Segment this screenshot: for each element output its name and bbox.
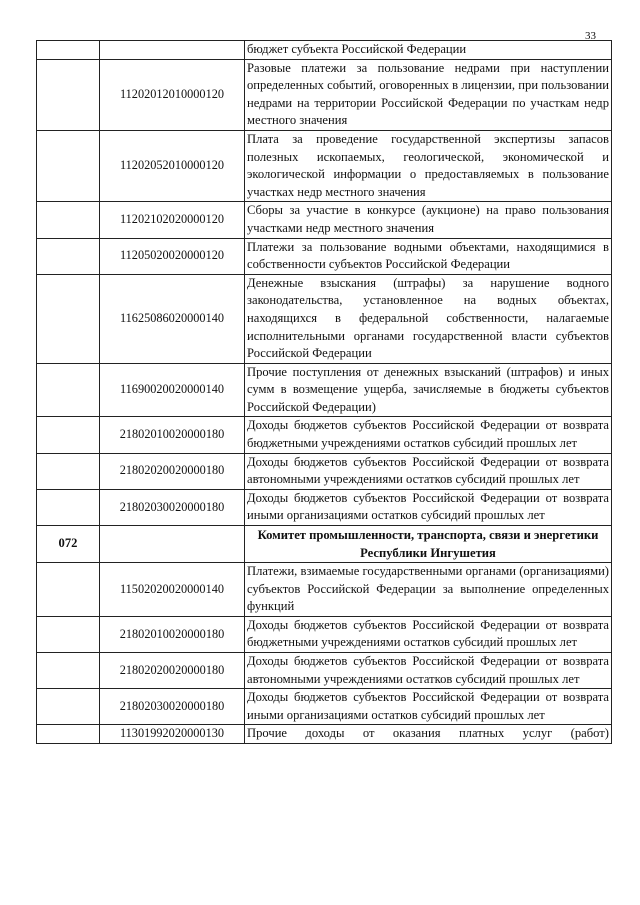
admin-code-cell: [37, 363, 100, 417]
revenue-code-cell: 11301992020000130: [100, 725, 245, 744]
table-row: [37, 130, 612, 201]
section-heading-cell: Комитет промышленности, транспорта, связи и энергетики Республики Ингушетия: [245, 526, 612, 563]
admin-code-cell: [37, 563, 100, 617]
revenue-name-cell: Платежи за пользование водными объектами, находящимися в собственности субъектов Российской Федерации: [245, 238, 612, 274]
admin-code-cell: [37, 653, 100, 689]
revenue-code-cell: 11690020020000140: [100, 363, 245, 417]
revenue-code-cell: 21802020020000180: [100, 653, 245, 689]
revenue-code-cell: 11202052010000120: [100, 130, 245, 201]
admin-code-cell: [37, 130, 100, 201]
revenue-name-cell: Плата за проведение государственной экспертизы запасов полезных ископаемых, геологической, экономической и экологической информации о предоставляемых в пользование участках недр местного значения: [245, 130, 612, 201]
revenue-code-cell: 11205020020000120: [100, 238, 245, 274]
revenue-code-cell: 21802020020000180: [100, 453, 245, 489]
admin-code-cell: [37, 453, 100, 489]
table-row: [37, 489, 612, 525]
admin-code-cell: [37, 41, 100, 60]
table-row: [37, 238, 612, 274]
table-row: [37, 59, 612, 130]
admin-code-cell: [37, 725, 100, 744]
revenue-code-cell: 11625086020000140: [100, 274, 245, 363]
revenue-name-cell: Доходы бюджетов субъектов Российской Федерации от возврата бюджетными учреждениями остатков субсидий прошлых лет: [245, 417, 612, 453]
section-heading-row: [37, 526, 612, 563]
revenue-code-cell: 11202102020000120: [100, 202, 245, 238]
table-row: [37, 616, 612, 652]
admin-code-cell: [37, 274, 100, 363]
revenue-code-cell: 21802030020000180: [100, 689, 245, 725]
table-row: [37, 689, 612, 725]
revenue-code-cell: 11502020020000140: [100, 563, 245, 617]
admin-code-cell: [37, 616, 100, 652]
budget-revenue-table: [36, 40, 612, 744]
revenue-name-cell: Платежи, взимаемые государственными органами (организациями) субъектов Российской Федерации за выполнение определенных функций: [245, 563, 612, 617]
revenue-code-cell: 21802010020000180: [100, 616, 245, 652]
revenue-name-cell: Доходы бюджетов субъектов Российской Федерации от возврата иными организациями остатков субсидий прошлых лет: [245, 489, 612, 525]
table-row: [37, 725, 612, 744]
revenue-code-cell: 21802010020000180: [100, 417, 245, 453]
revenue-name-cell: Денежные взыскания (штрафы) за нарушение водного законодательства, установленное на водных объектах, находящихся в федеральной собственности, налагаемые исполнительными органами государственной власти субъектов Российской Федерации: [245, 274, 612, 363]
revenue-name-cell: бюджет субъекта Российской Федерации: [245, 41, 612, 60]
table-row: [37, 274, 612, 363]
revenue-name-cell: Сборы за участие в конкурсе (аукционе) на право пользования участками недр местного значения: [245, 202, 612, 238]
revenue-name-cell: Доходы бюджетов субъектов Российской Федерации от возврата бюджетными учреждениями остатков субсидий прошлых лет: [245, 616, 612, 652]
revenue-name-cell: Прочие поступления от денежных взысканий (штрафов) и иных сумм в возмещение ущерба, зачисляемые в бюджеты субъектов Российской Федерации): [245, 363, 612, 417]
revenue-name-cell: Доходы бюджетов субъектов Российской Федерации от возврата автономными учреждениями остатков субсидий прошлых лет: [245, 653, 612, 689]
revenue-code-cell: [100, 526, 245, 563]
table-row: [37, 453, 612, 489]
table-row: [37, 417, 612, 453]
admin-code-cell: [37, 489, 100, 525]
table-row: [37, 41, 612, 60]
admin-code-cell: [37, 417, 100, 453]
admin-code-cell: [37, 59, 100, 130]
revenue-name-cell: Доходы бюджетов субъектов Российской Федерации от возврата иными организациями остатков субсидий прошлых лет: [245, 689, 612, 725]
table-row: [37, 653, 612, 689]
revenue-code-cell: 11202012010000120: [100, 59, 245, 130]
revenue-name-cell: Разовые платежи за пользование недрами при наступлении определенных событий, оговоренных в лицензии, при пользовании недрами на территории Российской Федерации по участкам недр местного значения: [245, 59, 612, 130]
table-row: [37, 202, 612, 238]
table-body: [37, 41, 612, 744]
revenue-name-cell: Доходы бюджетов субъектов Российской Федерации от возврата автономными учреждениями остатков субсидий прошлых лет: [245, 453, 612, 489]
page-number: 33: [585, 30, 596, 42]
revenue-code-cell: 21802030020000180: [100, 489, 245, 525]
table-row: [37, 563, 612, 617]
table-row: [37, 363, 612, 417]
admin-code-cell: [37, 202, 100, 238]
revenue-code-cell: [100, 41, 245, 60]
admin-code-cell: [37, 689, 100, 725]
revenue-name-cell: Прочие доходы от оказания платных услуг (работ): [245, 725, 612, 744]
admin-code-cell: [37, 238, 100, 274]
admin-code-cell: 072: [37, 526, 100, 563]
